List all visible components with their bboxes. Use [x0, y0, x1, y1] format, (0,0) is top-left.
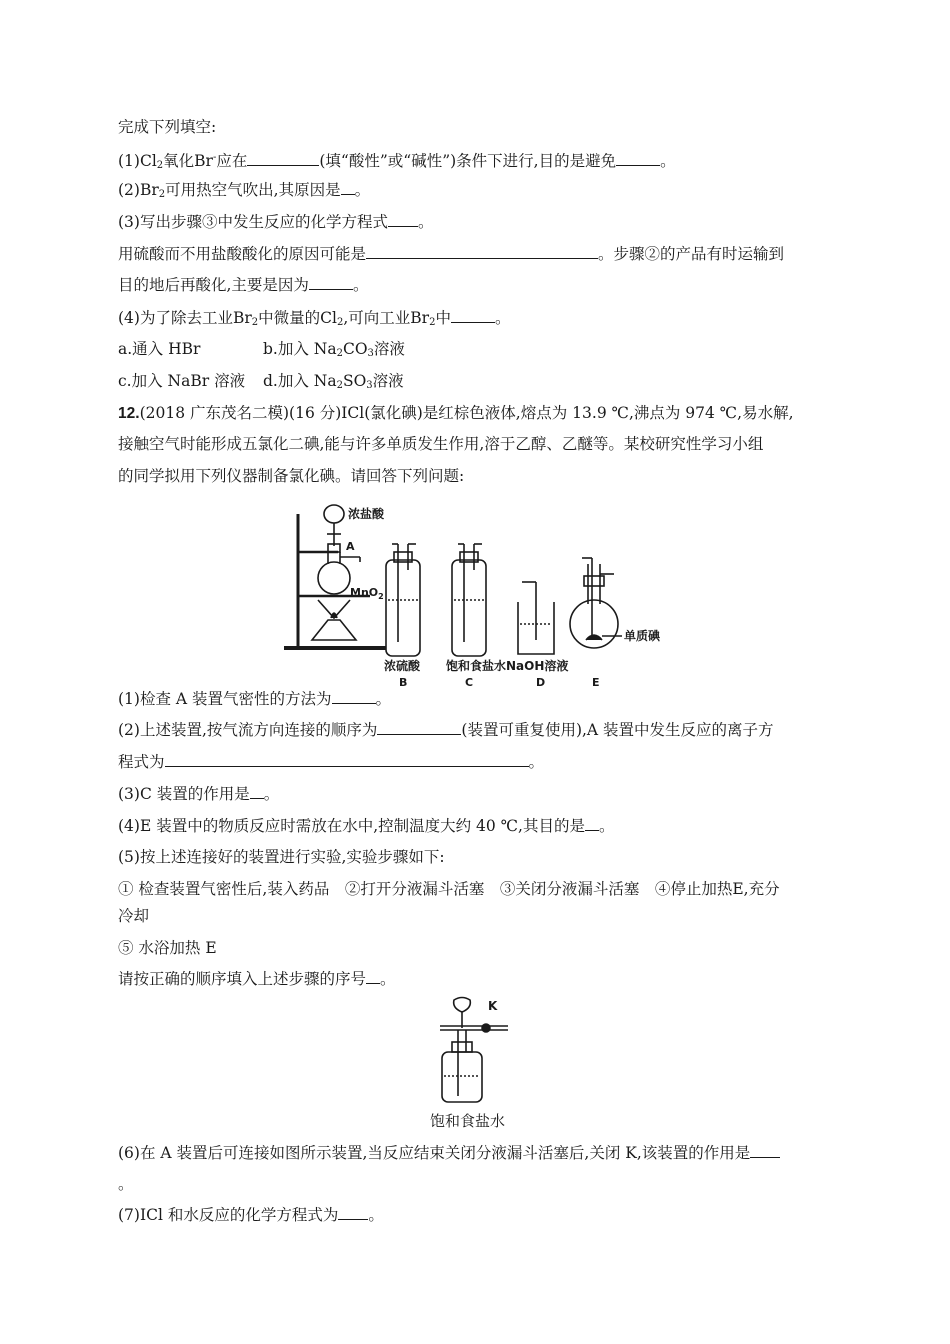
- answer-blank: [585, 816, 599, 831]
- answer-blank: [366, 244, 598, 259]
- q11-part1: $(1)Cl_2$氧化Br-应在 (填“酸性”或“碱性”)条件下进行,目的是避免 。: [118, 152, 676, 171]
- answer-blank: [366, 969, 380, 984]
- q11-part4: (4)为了除去工业$Br_2$中微量的$Cl_2$,可向工业$Br_2$中 。: [118, 309, 511, 328]
- q11-part3-line2: 用硫酸而不用盐酸酸化的原因可能是 。步骤②的产品有时运输到: [118, 245, 785, 263]
- label-B: B: [399, 676, 408, 689]
- option-d: d.加入 $Na_2SO_3$溶液: [263, 372, 404, 391]
- q12-intro-line3: 的同学拟用下列仪器制备氯化碘。请回答下列问题:: [118, 467, 465, 485]
- label-d-reagent: NaOH溶液: [506, 659, 569, 673]
- answer-blank: [309, 275, 353, 290]
- options-row-1: [118, 338, 405, 365]
- label-E: E: [592, 676, 600, 689]
- label-D: D: [536, 676, 546, 689]
- answer-blank: [377, 720, 461, 735]
- answer-blank: [388, 212, 418, 227]
- figure-caption: 饱和食盐水: [430, 1112, 506, 1130]
- label-b-reagent: 浓硫酸: [384, 659, 421, 673]
- q12-intro-line1: 12.(2018 广东茂名二模)(16 分)ICl(氯化碘)是红棕色液体,熔点为 13.9 ℃,沸点为 974 ℃,易水解,: [118, 404, 794, 422]
- instruction-text: 完成下列填空:: [118, 118, 217, 136]
- answer-blank: [338, 1205, 368, 1220]
- q12-sub5-step5: ⑤ 水浴加热 E: [118, 939, 217, 957]
- answer-blank: [250, 784, 264, 799]
- answer-blank: [332, 689, 376, 704]
- q12-sub5-steps: ① 检查装置气密性后,装入药品 ②打开分液漏斗活塞 ③关闭分液漏斗活塞 ④停止加热E,充分: [118, 880, 780, 898]
- label-mno2: MnO$_2$: [350, 586, 384, 601]
- apparatus-figure: [278, 500, 678, 690]
- q12-intro-line2: 接触空气时能形成五氯化二碘,能与许多单质发生作用,溶于乙醇、乙醚等。某校研究性学习小组: [118, 435, 764, 453]
- label-c-reagent: 饱和食盐水: [446, 659, 507, 673]
- answer-blank: [341, 180, 355, 195]
- q12-sub7: (7)ICl 和水反应的化学方程式为 。: [118, 1206, 384, 1224]
- label-A-apparatus: A: [346, 540, 355, 553]
- label-hcl: 浓盐酸: [348, 507, 385, 521]
- q12-sub6: (6)在 A 装置后可连接如图所示装置,当反应结束关闭分液漏斗活塞后,关闭 K,该装置的作用是: [118, 1142, 780, 1164]
- answer-blank: [616, 151, 660, 166]
- q12-sub5: (5)按上述连接好的装置进行实验,实验步骤如下:: [118, 848, 445, 866]
- q12-sub2-line2: 程式为 。: [118, 753, 545, 771]
- label-C: C: [465, 676, 474, 689]
- q11-part3-line3: 目的地后再酸化,主要是因为 。: [118, 276, 369, 294]
- safety-bottle-figure: [436, 996, 516, 1108]
- option-a: a.通入 HBr: [118, 340, 201, 358]
- q12-sub5-ask: 请按正确的顺序填入上述步骤的序号 。: [118, 970, 396, 988]
- answer-blank: [750, 1143, 780, 1158]
- q11-part2: $(2)Br_2$可用热空气吹出,其原因是 。: [118, 181, 371, 200]
- q12-sub1: (1)检查 A 装置气密性的方法为 。: [118, 690, 392, 708]
- label-e-reagent: 单质碘: [624, 629, 661, 643]
- q12-sub2: (2)上述装置,按气流方向连接的顺序为 (装置可重复使用),A 装置中发生反应的离子方: [118, 721, 774, 739]
- answer-blank: [247, 151, 319, 166]
- label-k: K: [488, 999, 498, 1013]
- q11-part3: (3)写出步骤③中发生反应的化学方程式 。: [118, 213, 434, 231]
- answer-blank: [165, 752, 529, 767]
- instruction-line: [118, 116, 216, 138]
- option-b: b.加入 $Na_2CO_3$溶液: [263, 340, 405, 359]
- q12-sub5-steps-cont: 冷却: [118, 907, 150, 925]
- q12-sub6-end: 。: [118, 1175, 134, 1193]
- question-number: 12.: [118, 405, 140, 422]
- options-row-2: [118, 370, 404, 397]
- q12-sub4: (4)E 装置中的物质反应时需放在水中,控制温度大约 40 ℃,其目的是 。: [118, 817, 615, 835]
- q12-sub3: (3)C 装置的作用是 。: [118, 785, 280, 803]
- option-c: c.加入 NaBr 溶液: [118, 372, 246, 390]
- answer-blank: [451, 308, 495, 323]
